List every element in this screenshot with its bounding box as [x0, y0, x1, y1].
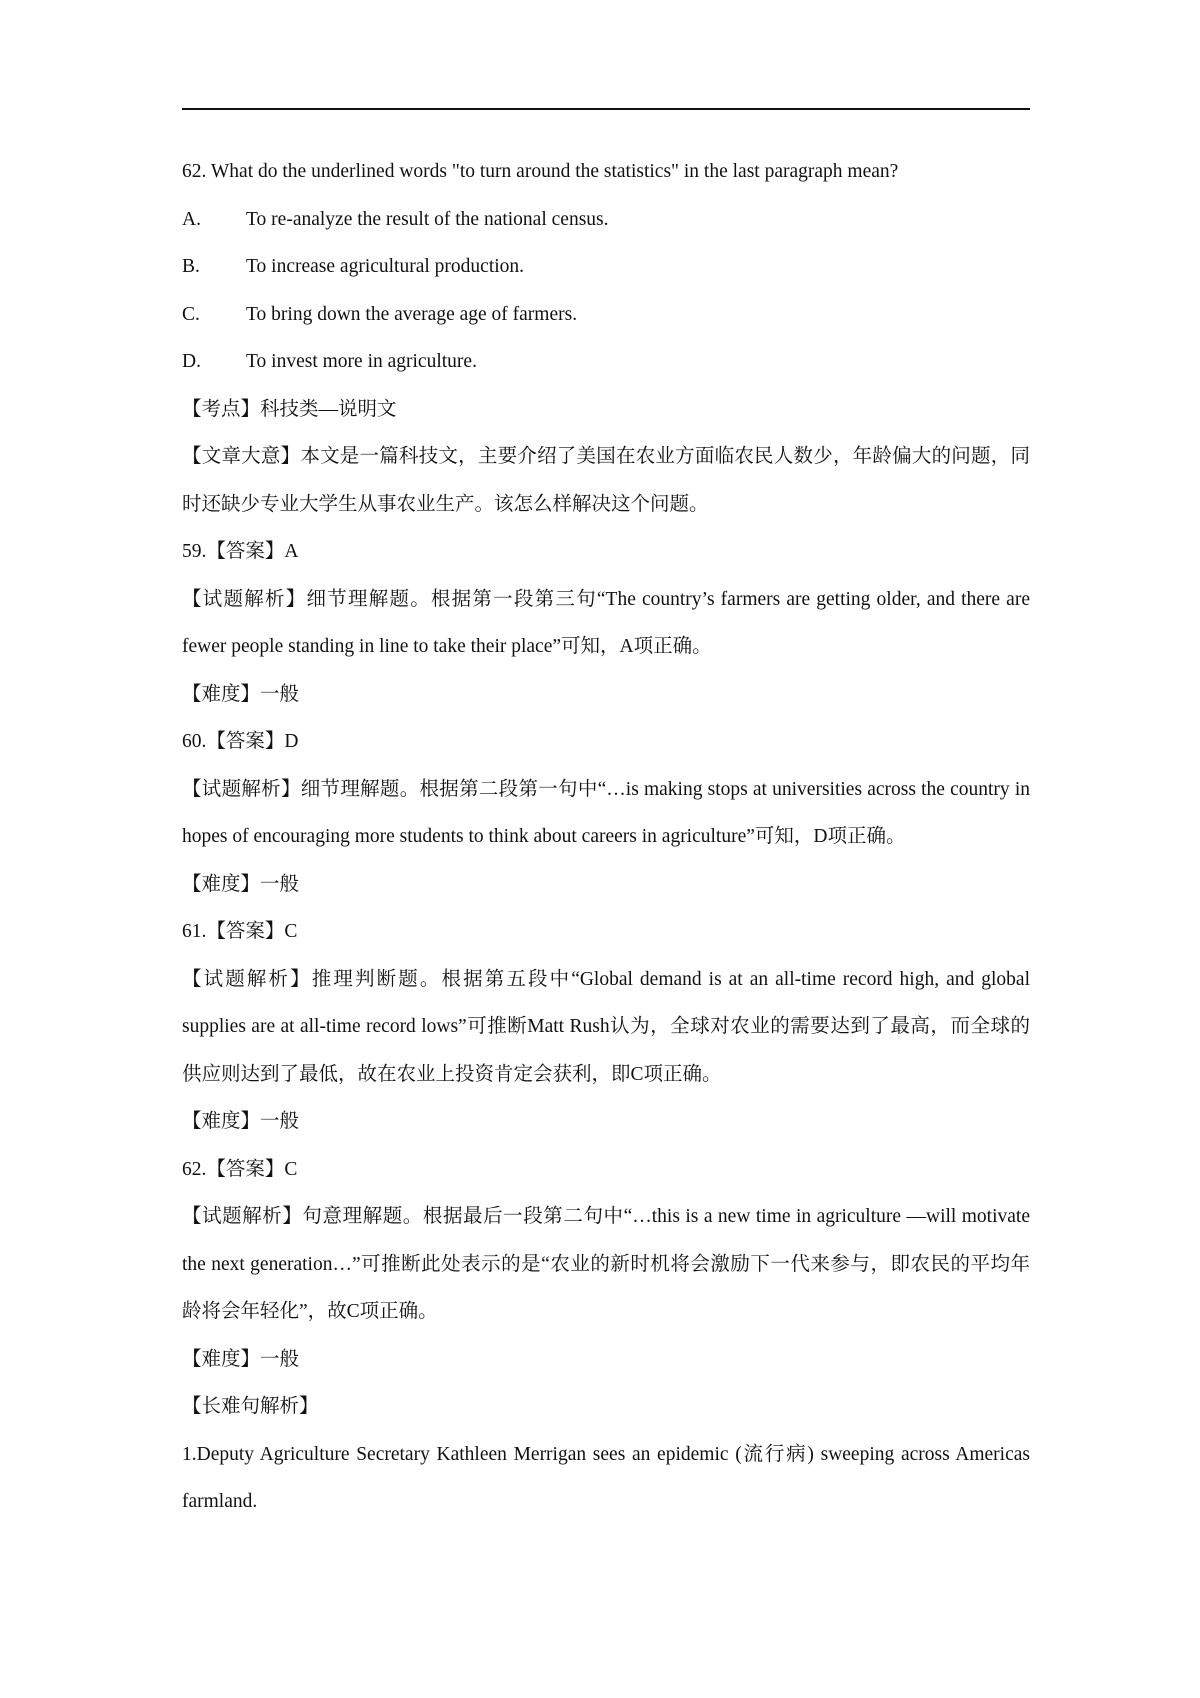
kaodian: 【考点】科技类—说明文 — [182, 398, 397, 420]
analysis-62: 【试题解析】句意理解题。根据最后一段第二句中“…this is a new time in agriculture —will motivate the next generation…”可推断此处表示的是“农业的新时机将会激励下一代来参与，即农民的平均年龄将会年轻化”，故C项正确。 — [182, 1206, 1030, 1322]
answer-59: 59.【答案】A — [182, 541, 299, 562]
answer-60: 60.【答案】D — [182, 731, 299, 752]
header-rule — [182, 108, 1030, 110]
document-body — [182, 148, 1030, 1526]
option-a: A. To re-analyze the result of the national census. — [182, 208, 609, 230]
difficulty-62: 【难度】一般 — [182, 1348, 300, 1370]
answer-62: 62.【答案】C — [182, 1158, 298, 1180]
long-sentence-heading: 【长难句解析】 — [182, 1396, 319, 1417]
difficulty-59: 【难度】一般 — [182, 683, 300, 705]
analysis-60: 【试题解析】细节理解题。根据第二段第一句中“…is making stops at universities across the country in hopes of encouraging more students to think about careers in agriculture”可知，D项正确。 — [182, 778, 1030, 847]
analysis-61: 【试题解析】推理判断题。根据第五段中“Global demand is at an all-time record high, and global supplies are at all-time record lows”可推断Matt Rush认为，全球对农业的需要达到了最高，而全球的供应则达到了最低，故在农业上投资肯定会获利，即C项正确。 — [182, 968, 1030, 1085]
option-b: B. To increase agricultural production. — [182, 256, 525, 277]
difficulty-61: 【难度】一般 — [182, 1111, 300, 1132]
long-sentence-1: 1.Deputy Agriculture Secretary Kathleen Merrigan sees an epidemic (流行病) sweeping across Americas farmland. — [182, 1443, 1030, 1512]
option-d: D. To invest more in agriculture. — [182, 351, 477, 372]
answer-61: 61.【答案】C — [182, 921, 298, 942]
difficulty-60: 【难度】一般 — [182, 873, 300, 895]
article-summary: 【文章大意】本文是一篇科技文，主要介绍了美国在农业方面临农民人数少，年龄偏大的问题，同时还缺少专业大学生从事农业生产。该怎么样解决这个问题。 — [182, 446, 1030, 515]
question-62: 62. What do the underlined words "to turn around the statistics" in the last paragraph mean? — [182, 161, 899, 182]
analysis-59: 【试题解析】细节理解题。根据第一段第三句“The country’s farmers are getting older, and there are fewer people standing in line to take their place”可知，A项正确。 — [182, 588, 1030, 657]
option-c: C. To bring down the average age of farmers. — [182, 303, 578, 325]
